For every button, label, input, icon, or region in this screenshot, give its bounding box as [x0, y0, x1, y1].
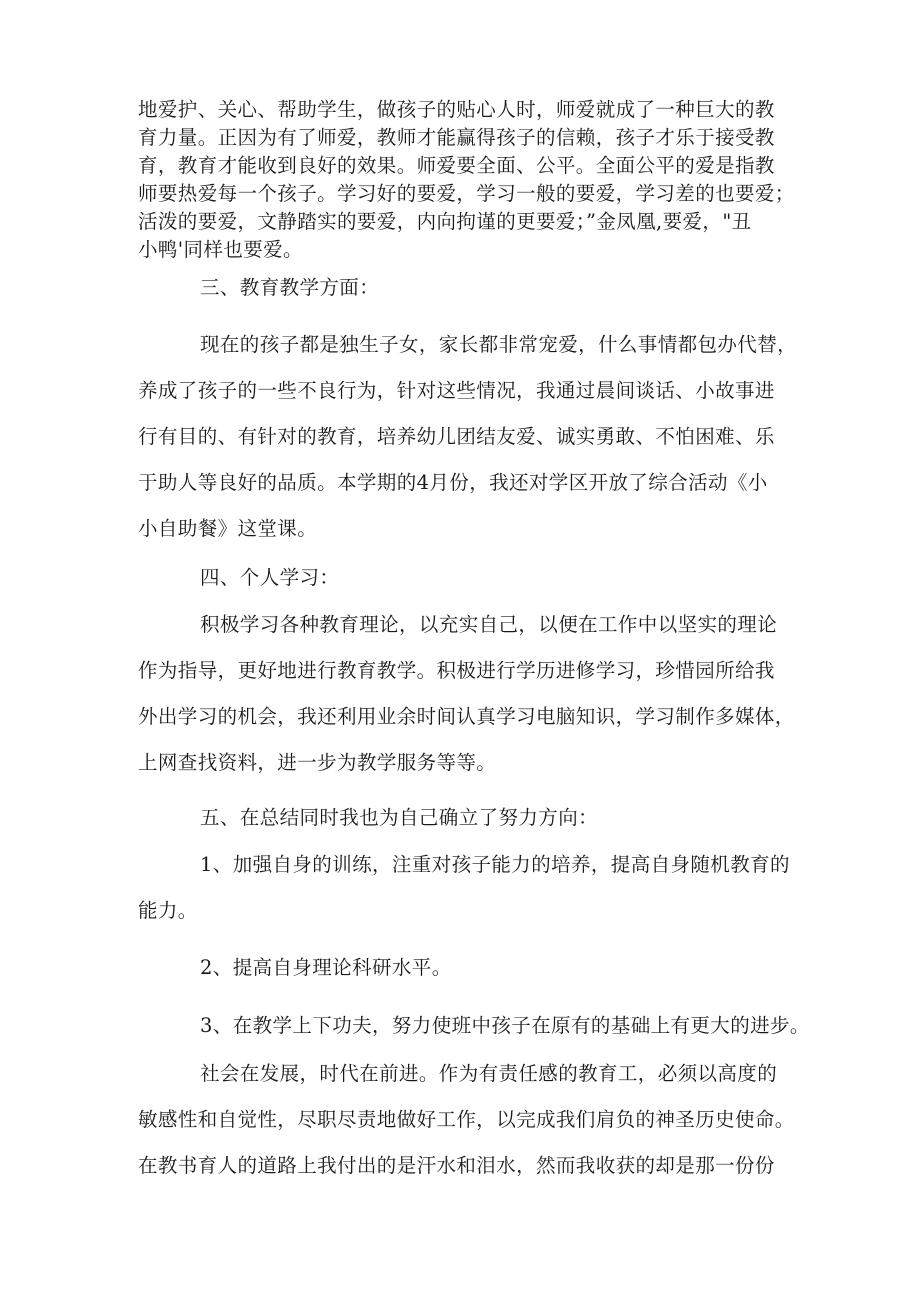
- section-heading: 四、个人学习：: [200, 566, 340, 589]
- list-item-3: [138, 1003, 810, 1049]
- text-line: 2、提高自身理论科研水平。: [200, 956, 452, 979]
- paragraph-study: [138, 602, 798, 786]
- text-line: 3、在教学上下功夫，努力使班中孩子在原有的基础上有更大的进步。: [200, 1014, 810, 1037]
- text-line: 作为指导，更好地进行教育教学。积极进行学历进修学习，珍惜园所给我: [138, 659, 775, 682]
- text-line: 小自助餐》这堂课。: [138, 517, 318, 540]
- paragraph-conclusion: [138, 1051, 798, 1189]
- text-line: 社会在发展，时代在前进。作为有责任感的教育工，必须以高度的: [200, 1062, 778, 1085]
- text-line: 能力。: [138, 899, 198, 922]
- text-line: 养成了孩子的一些不良行为，针对这些情况，我通过晨间谈话、小故事进: [138, 379, 775, 402]
- text-line: 在教书育人的道路上我付出的是汗水和泪水，然而我收获的却是那一份份: [138, 1154, 775, 1177]
- section-heading-study: [138, 555, 798, 601]
- text-line: 活泼的要爱，文静踏实的要爱，内向拘谨的更要爱；”金凤凰,要爱，"丑: [138, 210, 752, 233]
- paragraph-teaching: [138, 322, 798, 552]
- text-line: 1、加强自身的训练，注重对孩子能力的培养，提高自身随机教育的: [200, 853, 790, 876]
- text-line: 现在的孩子都是独生子女，家长都非常宠爱，什么事情都包办代替，: [200, 333, 798, 356]
- section-heading: 五、在总结同时我也为自己确立了努力方向：: [200, 806, 599, 829]
- text-line: 行有目的、有针对的教育，培养幼儿团结友爱、诚实勇敢、不怕困难、乐: [138, 425, 775, 448]
- text-line: 小鸭'同样也要爱。: [138, 238, 303, 261]
- text-line: 上网查找资料，进一步为教学服务等等。: [138, 751, 497, 774]
- text-line: 于助人等良好的品质。本学期的4月份，我还对学区开放了综合活动《小: [138, 471, 768, 494]
- text-line: 外出学习的机会，我还利用业余时间认真学习电脑知识，学习制作多媒体，: [138, 705, 795, 728]
- text-line: 地爱护、关心、帮助学生，做孩子的贴心人时，师爱就成了一种巨大的教: [138, 98, 775, 121]
- list-item-1: [138, 842, 798, 934]
- section-heading-direction: [138, 795, 798, 841]
- text-line: 敏感性和自觉性，尽职尽责地做好工作，以完成我们肩负的神圣历史使命。: [138, 1108, 795, 1131]
- section-heading: 三、教育教学方面：: [200, 276, 380, 299]
- text-line: 育，教育才能收到良好的效果。师爱要全面、公平。全面公平的爱是指教: [138, 154, 775, 177]
- text-line: 育力量。正因为有了师爱，教师才能赢得孩子的信赖，孩子才乐于接受教: [138, 126, 775, 149]
- text-line: 积极学习各种教育理论，以充实自己，以便在工作中以坚实的理论: [200, 613, 778, 636]
- list-item-2: [138, 945, 798, 991]
- text-line: 师要热爱每一个孩子。学习好的要爱，学习一般的要爱，学习差的也要爱；: [138, 182, 795, 205]
- paragraph-teacher-love: [138, 96, 798, 264]
- section-heading-teaching: [138, 265, 798, 311]
